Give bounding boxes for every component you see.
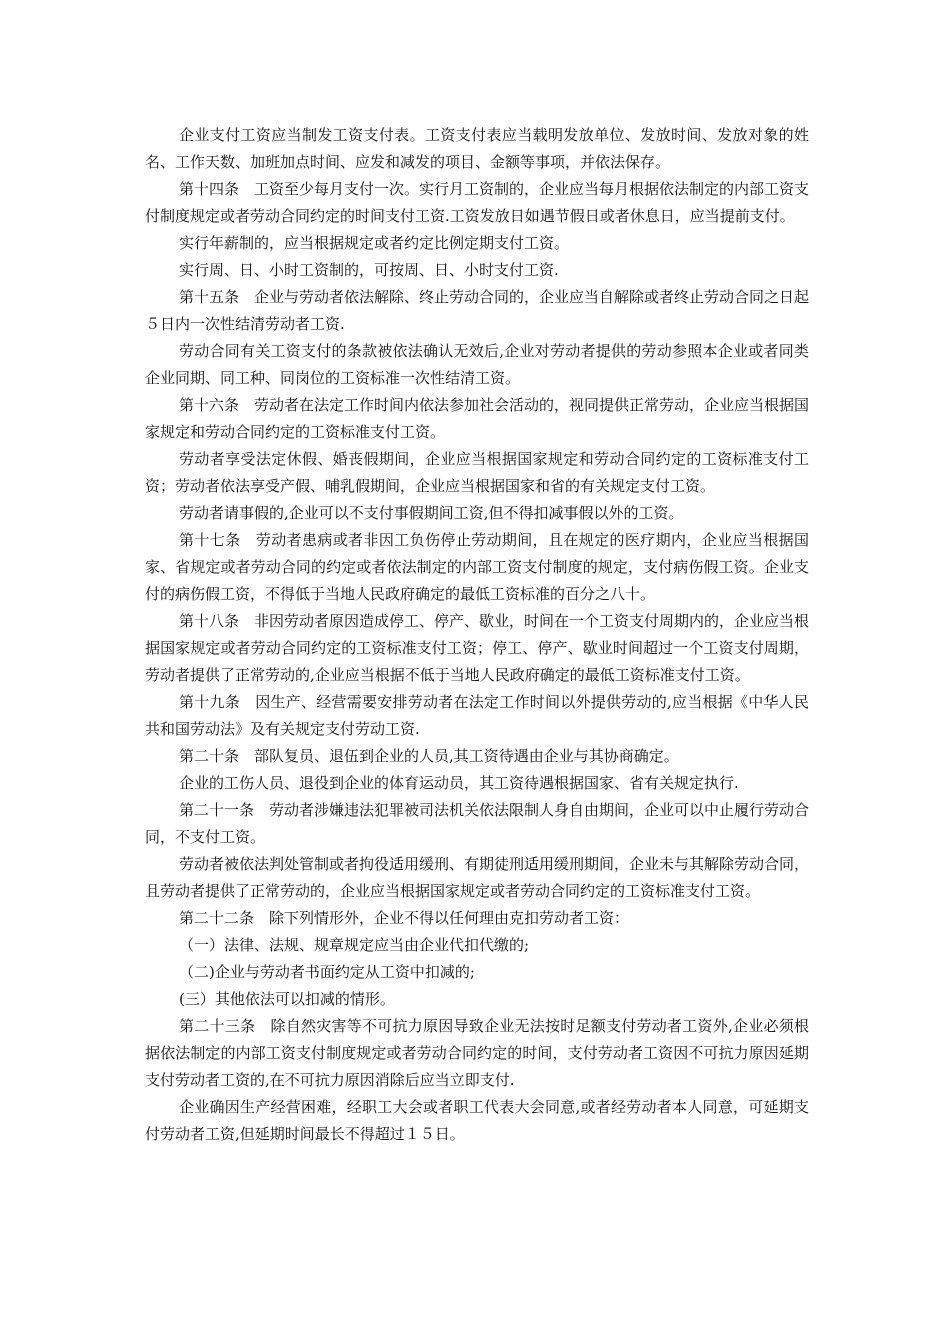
article-14-paragraph: 第十四条 工资至少每月支付一次。实行月工资制的，企业应当每月根据依法制定的内部工资支付制度规定或者劳动合同约定的时间支付工资.工资发放日如遇节假日或者休息日，应当提前支付。 <box>145 180 810 225</box>
list-item: （一）法律、法规、规章规定应当由企业代扣代缴的; <box>179 936 530 954</box>
article-15-paragraph: 第十五条 企业与劳动者依法解除、终止劳动合同的，企业应当自解除或者终止劳动合同之日起５日内一次性结清劳动者工资. <box>145 288 810 333</box>
article-22-paragraph: 第二十二条 除下列情形外，企业不得以任何理由克扣劳动者工资： <box>179 909 630 927</box>
list-item: (三）其他依法可以扣减的情形。 <box>179 990 395 1008</box>
paragraph: 劳动合同有关工资支付的条款被依法确认无效后,企业对劳动者提供的劳动参照本企业或者同类企业同期、同工种、同岗位的工资标准一次性结清工资。 <box>145 342 809 387</box>
paragraph: 劳动者享受法定休假、婚丧假期间，企业应当根据国家规定和劳动合同约定的工资标准支付工资；劳动者依法享受产假、哺乳假期间，企业应当根据国家和省的有关规定支付工资。 <box>145 450 809 495</box>
article-19-paragraph: 第十九条 因生产、经营需要安排劳动者在法定工作时间以外提供劳动的,应当根据《中华人民共和国劳动法》及有关规定支付劳动工资. <box>145 693 809 738</box>
paragraph: 劳动者被依法判处管制或者拘役适用缓刑、有期徒刑适用缓刑期间，企业未与其解除劳动合同，且劳动者提供了正常劳动的，企业应当根据国家规定或者劳动合同约定的工资标准支付工资。 <box>145 855 810 900</box>
list-item: （二)企业与劳动者书面约定从工资中扣减的; <box>179 963 475 981</box>
paragraph: 实行周、日、小时工资制的，可按周、日、小时支付工资. <box>179 261 559 279</box>
paragraph: 企业的工伤人员、退役到企业的体育运动员，其工资待遇根据国家、省有关规定执行. <box>179 774 739 792</box>
article-18-paragraph: 第十八条 非因劳动者原因造成停工、停产、歇业，时间在一个工资支付周期内的，企业应当根据国家规定或者劳动合同约定的工资标准支付工资；停工、停产、歇业时间超过一个工资支付周期，劳动者提供了正常劳动的,企业应当根据不低于当地人民政府确定的最低工资标准支付工资。 <box>145 612 810 684</box>
article-20-paragraph: 第二十条 部队复员、退伍到企业的人员,其工资待遇由企业与其协商确定。 <box>179 747 679 765</box>
article-16-paragraph: 第十六条 劳动者在法定工作时间内依法参加社会活动的，视同提供正常劳动，企业应当根据国家规定和劳动合同约定的工资标准支付工资。 <box>145 396 810 441</box>
article-23-paragraph: 第二十三条 除自然灾害等不可抗力原因导致企业无法按时足额支付劳动者工资外,企业必须根据依法制定的内部工资支付制度规定或者劳动合同约定的时间，支付劳动者工资因不可抗力原因延期支付劳动者工资的,在不可抗力原因消除后应当立即支付. <box>145 1017 809 1089</box>
paragraph: 企业支付工资应当制发工资支付表。工资支付表应当载明发放单位、发放时间、发放对象的姓名、工作天数、加班加点时间、应发和减发的项目、金额等事项，并依法保存。 <box>145 126 809 171</box>
article-21-paragraph: 第二十一条 劳动者涉嫌违法犯罪被司法机关依法限制人身自由期间，企业可以中止履行劳动合同，不支付工资。 <box>145 801 810 846</box>
paragraph: 企业确因生产经营困难，经职工大会或者职工代表大会同意,或者经劳动者本人同意，可延期支付劳动者工资,但延期时间最长不得超过１５日。 <box>145 1098 809 1143</box>
paragraph: 实行年薪制的，应当根据规定或者约定比例定期支付工资。 <box>179 234 570 252</box>
document-page <box>145 122 809 1148</box>
article-17-paragraph: 第十七条 劳动者患病或者非因工负伤停止劳动期间，且在规定的医疗期内，企业应当根据国家、省规定或者劳动合同的约定或者依法制定的内部工资支付制度的规定，支付病伤假工资。企业支付的病伤假工资，不得低于当地人民政府确定的最低工资标准的百分之八十。 <box>145 531 809 603</box>
paragraph: 劳动者请事假的,企业可以不支付事假期间工资,但不得扣减事假以外的工资。 <box>179 504 684 522</box>
